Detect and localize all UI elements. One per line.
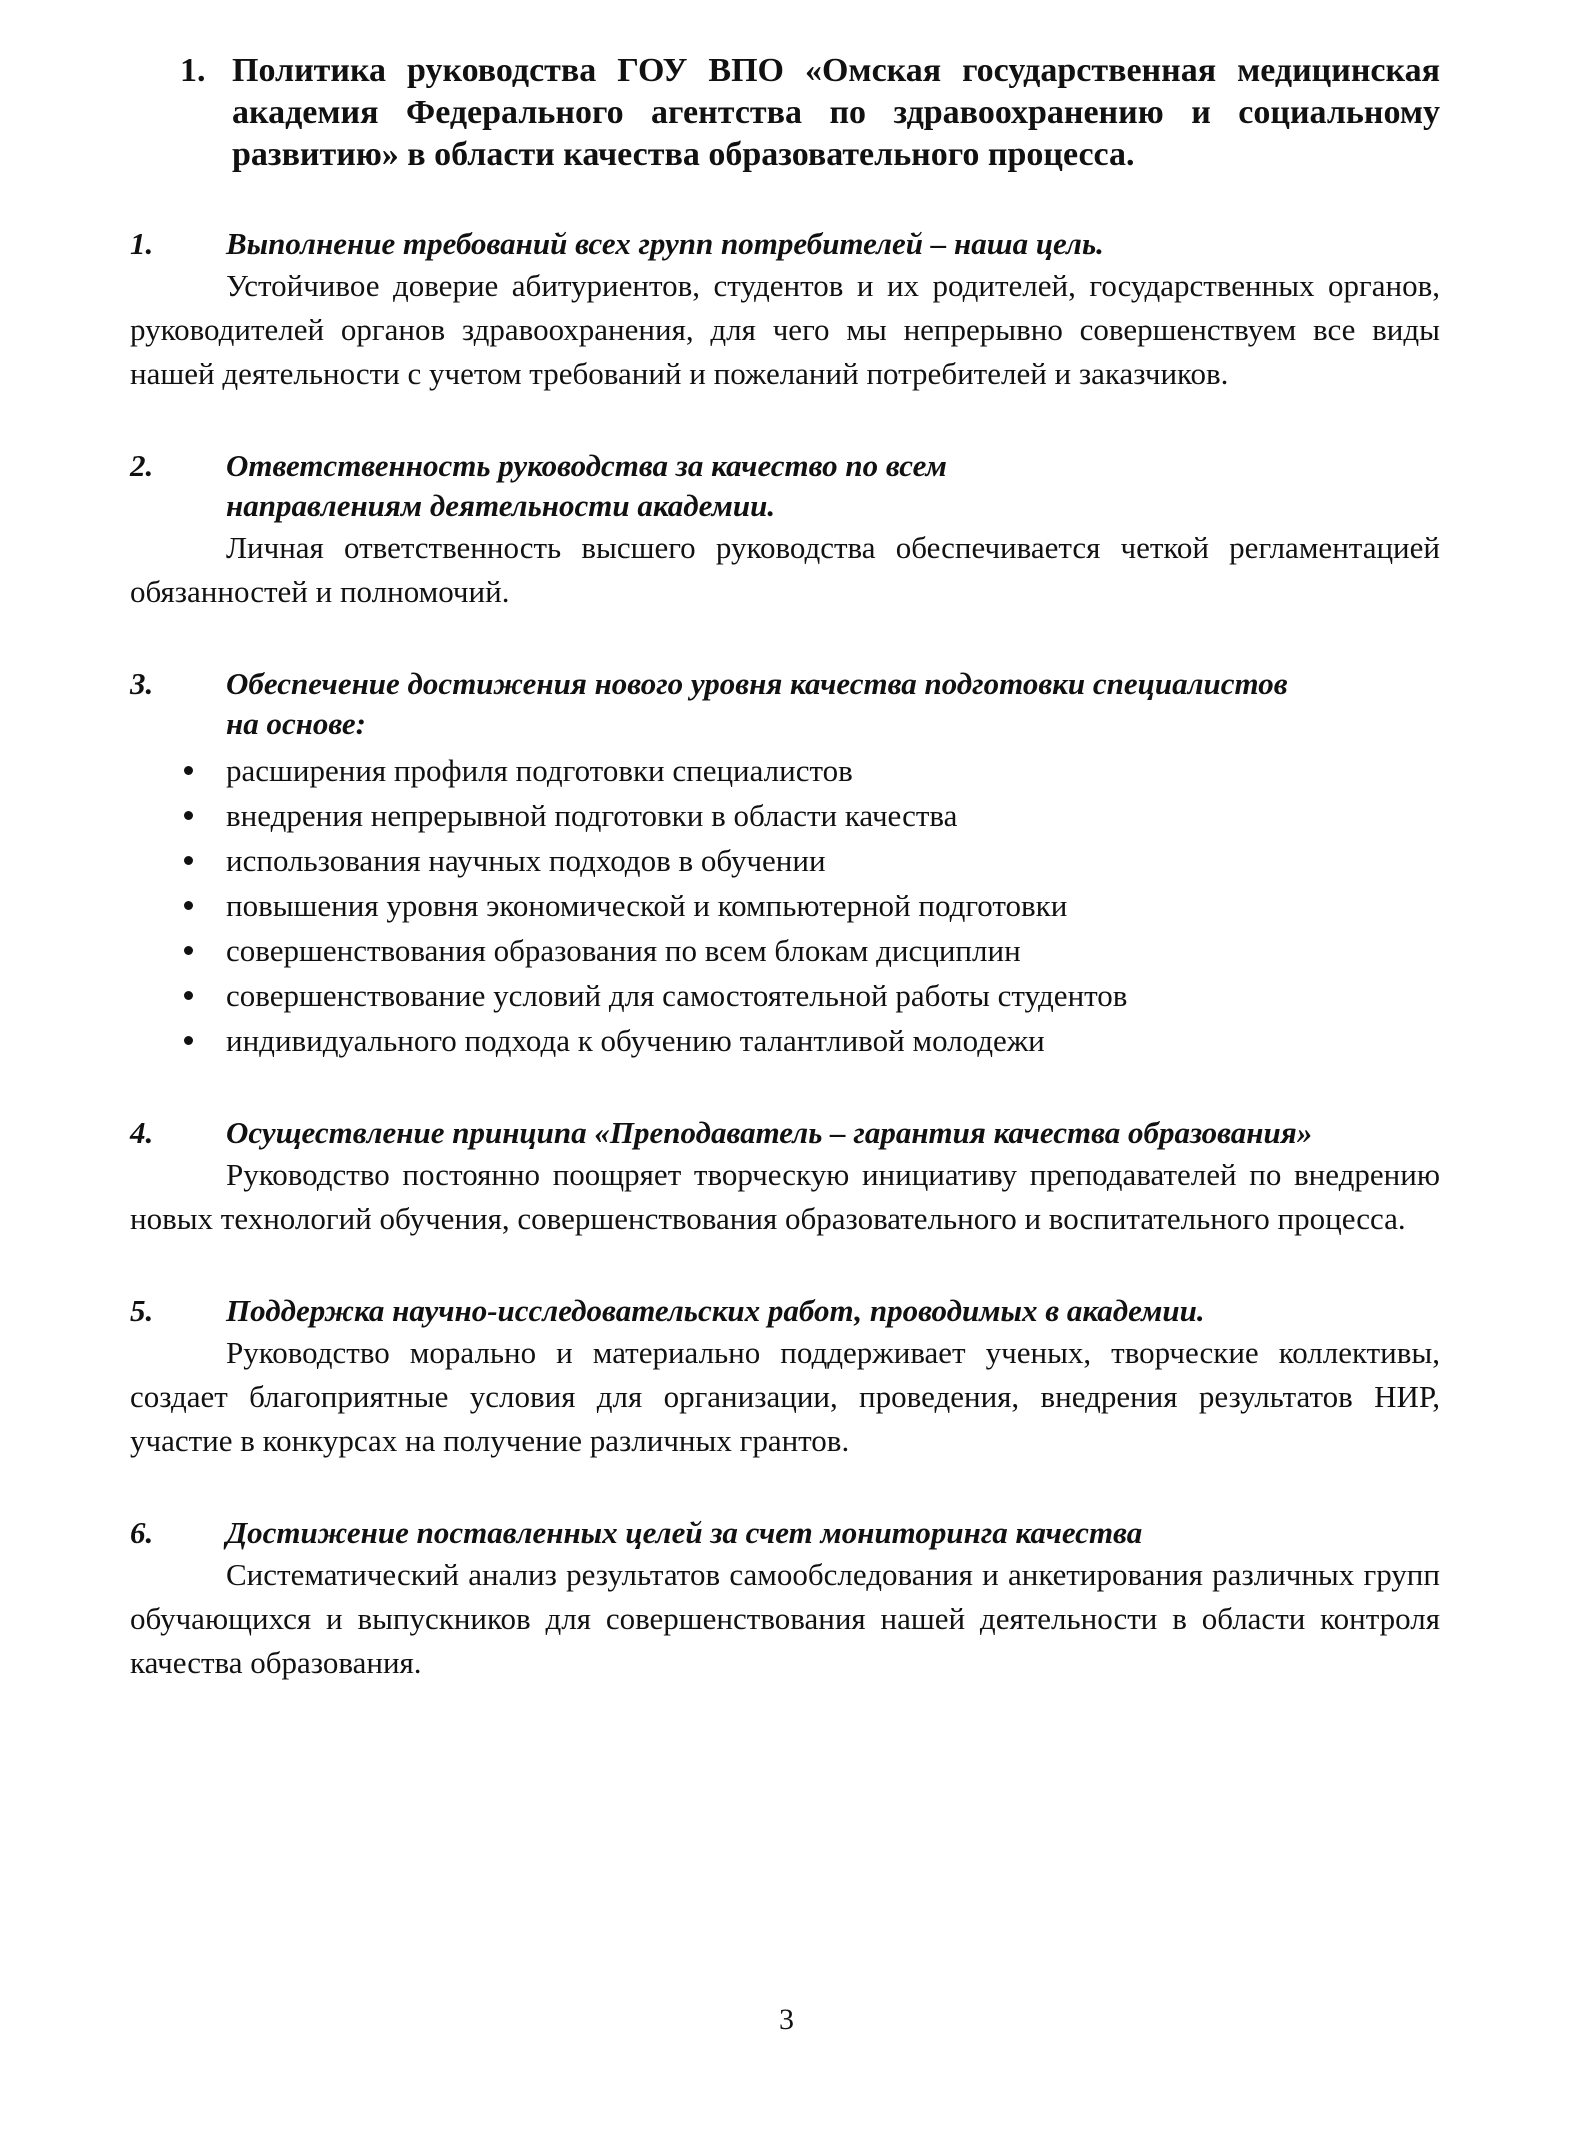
bullet-icon xyxy=(130,928,226,973)
list-item xyxy=(130,928,1440,973)
list-item xyxy=(130,748,1440,793)
list-item-text: внедрения непрерывной подготовки в области качества xyxy=(226,798,958,833)
section-body: Устойчивое доверие абитуриентов, студентов и их родителей, государственных органов, руководителей органов здравоохранения, для чего мы непрерывно совершенствуем все виды нашей деятельности с учетом требований и пожеланий потребителей и заказчиков. xyxy=(130,268,1440,391)
bullet-icon xyxy=(130,973,226,1018)
list-item xyxy=(130,973,1440,1018)
bullet-icon xyxy=(130,793,226,838)
bullet-icon xyxy=(130,748,226,793)
list-item xyxy=(130,838,1440,883)
bullet-icon xyxy=(130,838,226,883)
list-item-text: использования научных подходов в обучении xyxy=(226,843,826,878)
list-item-text: совершенствования образования по всем блокам дисциплин xyxy=(226,933,1021,968)
section-number: 1. xyxy=(130,226,154,261)
section-heading-text: Ответственность руководства за качество по всем направлениям деятельности академии. xyxy=(226,448,947,523)
section-number: 6. xyxy=(130,1515,154,1550)
section-number: 4. xyxy=(130,1115,154,1150)
list-item-text: совершенствование условий для самостоятельной работы студентов xyxy=(226,978,1128,1013)
section-heading-text: Достижение поставленных целей за счет мониторинга качества xyxy=(226,1515,1143,1550)
document-page xyxy=(130,50,1440,1685)
section-heading xyxy=(130,446,1440,526)
bullet-icon xyxy=(130,883,226,928)
document-title xyxy=(130,50,1440,176)
section-4 xyxy=(130,1113,1440,1241)
section-6 xyxy=(130,1513,1440,1685)
list-item-text: расширения профиля подготовки специалистов xyxy=(226,753,853,788)
section-heading xyxy=(130,224,1440,264)
section-heading xyxy=(130,1291,1440,1331)
section-heading-text: Обеспечение достижения нового уровня качества подготовки специалистов на основе: xyxy=(226,666,1288,741)
section-number: 2. xyxy=(130,448,154,483)
section-heading xyxy=(130,1513,1440,1553)
section-heading-text: Выполнение требований всех групп потребителей – наша цель. xyxy=(226,226,1104,261)
title-number: 1. xyxy=(180,52,206,89)
section-body: Руководство постоянно поощряет творческую инициативу преподавателей по внедрению новых технологий обучения, совершенствования образовательного и воспитательного процесса. xyxy=(130,1157,1440,1236)
section-body: Личная ответственность высшего руководства обеспечивается четкой регламентацией обязанностей и полномочий. xyxy=(130,530,1440,609)
section-body: Руководство морально и материально поддерживает ученых, творческие коллективы, создает благоприятные условия для организации, проведения, внедрения результатов НИР, участие в конкурсах на получение различных грантов. xyxy=(130,1335,1440,1458)
section-number: 5. xyxy=(130,1293,154,1328)
list-item xyxy=(130,1018,1440,1063)
list-item-text: индивидуального подхода к обучению талантливой молодежи xyxy=(226,1023,1045,1058)
section-number: 3. xyxy=(130,666,154,701)
section-1 xyxy=(130,224,1440,396)
list-item-text: повышения уровня экономической и компьютерной подготовки xyxy=(226,888,1068,923)
bullet-icon xyxy=(130,1018,226,1063)
title-text: Политика руководства ГОУ ВПО «Омская государственная медицинская академия Федерального агентства по здравоохранению и социальному развитию» в области качества образовательного процесса. xyxy=(232,52,1440,173)
list-item xyxy=(130,793,1440,838)
section-5 xyxy=(130,1291,1440,1463)
section-3 xyxy=(130,664,1440,1063)
page-number: 3 xyxy=(779,2003,794,2036)
section-heading xyxy=(130,1113,1440,1153)
bullet-list xyxy=(130,748,1440,1063)
section-heading-text: Осуществление принципа «Преподаватель – гарантия качества образования» xyxy=(226,1115,1313,1150)
section-body: Систематический анализ результатов самообследования и анкетирования различных групп обучающихся и выпускников для совершенствования нашей деятельности в области контроля качества образования. xyxy=(130,1557,1440,1680)
section-2 xyxy=(130,446,1440,614)
list-item xyxy=(130,883,1440,928)
section-heading-text: Поддержка научно-исследовательских работ, проводимых в академии. xyxy=(226,1293,1205,1328)
section-heading xyxy=(130,664,1440,744)
